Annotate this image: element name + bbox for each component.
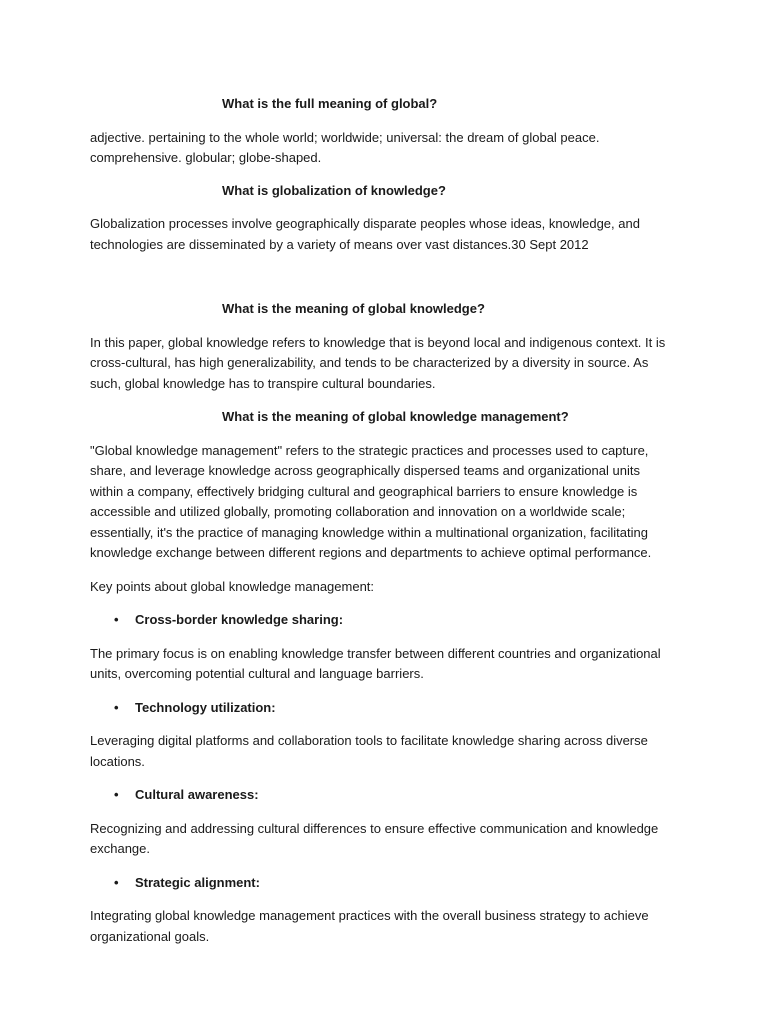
answer-paragraph: "Global knowledge management" refers to the strategic practices and processes used to capture, share, and leverage knowledge across geographically dispersed teams and organizational units within a company, effectively bridging cultural and geographical barriers to ensure knowledge is accessible and utilized globally, promoting collaboration and innovation on a worldwide scale; essentially, it's the practice of managing knowledge within a multinational organization, facilitating knowledge exchange between different regions and departments to achieve optimal performance. (90, 442, 652, 560)
question-heading: What is the meaning of global knowledge management? (222, 409, 569, 424)
answer-paragraph: Globalization processes involve geographically disparate peoples whose ideas, knowledge, and technologies are disseminated by a variety of means over vast distances.30 Sept 2012 (90, 216, 640, 252)
bullet-title: Cultural awareness: (135, 787, 259, 802)
answer-paragraph (90, 128, 676, 169)
bullet-icon: • (114, 699, 119, 715)
bullet-item (90, 610, 676, 631)
point-body: Recognizing and addressing cultural differences to ensure effective communication and knowledge exchange. (90, 820, 659, 856)
bullet-icon: • (114, 874, 119, 890)
point-body: Integrating global knowledge management practices with the overall business strategy to achieve organizational goals. (90, 908, 649, 944)
answer-paragraph: In this paper, global knowledge refers to knowledge that is beyond local and indigenous context. It is cross-cultural, has high generalizability, and tends to be characterized by a diversity in source. As such, global knowledge has to transpire cultural boundaries. (90, 334, 666, 391)
question-heading: What is the meaning of global knowledge? (222, 301, 485, 316)
bullet-item (90, 698, 676, 719)
answer-line: adjective. pertaining to the whole world; worldwide; universal: the dream of global peace. (90, 129, 600, 145)
point-body: Leveraging digital platforms and collaboration tools to facilitate knowledge sharing across diverse locations. (90, 733, 648, 769)
bullet-icon: • (114, 612, 119, 627)
point-body: The primary focus is on enabling knowledge transfer between different countries and organizational units, overcoming potential cultural and language barriers. (90, 645, 661, 681)
bullet-title: Technology utilization: (135, 699, 276, 715)
bullet-title: Cross-border knowledge sharing: (135, 612, 344, 627)
bullet-item (90, 873, 676, 894)
question-heading: What is globalization of knowledge? (222, 182, 446, 198)
bullet-item (90, 785, 676, 806)
bullet-icon: • (114, 787, 119, 802)
key-points-intro: Key points about global knowledge management: (90, 578, 375, 594)
answer-line: comprehensive. globular; globe-shaped. (90, 150, 322, 165)
bullet-title: Strategic alignment: (135, 874, 260, 890)
question-heading: What is the full meaning of global? (222, 96, 438, 111)
